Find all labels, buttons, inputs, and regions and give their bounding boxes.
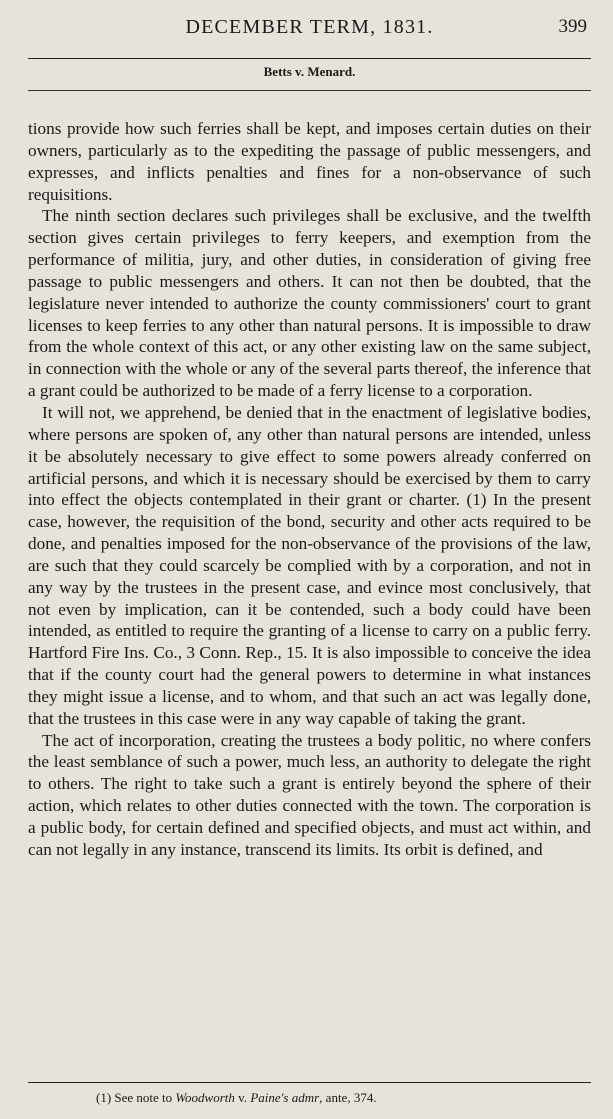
header-rule xyxy=(28,58,591,59)
footnote-suffix: , ante, 374. xyxy=(319,1090,377,1105)
running-title: DECEMBER TERM, 1831. xyxy=(185,16,434,38)
footnote-case: Woodworth xyxy=(175,1090,235,1105)
running-head xyxy=(28,16,591,46)
footnote-rule xyxy=(28,1082,591,1083)
case-title: Betts v. Menard. xyxy=(263,64,356,79)
footnote-prefix: (1) See note to xyxy=(96,1090,176,1105)
case-title-rule xyxy=(28,90,591,91)
footnote-party: Paine's admr xyxy=(250,1090,320,1105)
footnote xyxy=(96,1090,377,1106)
page-number: 399 xyxy=(558,16,587,37)
paragraph-3: It will not, we apprehend, be denied that in the enactment of legislative bodies, where persons are spoken of, any other than natural persons are intended, unless it be absolutely necessary to give effect to some powers already conferred on artificial persons, and which it is necessary should be exercised by them to carry into effect the objects contemplated in their grant or charter. (1) In the present case, however, the requisition of the bond, security and other acts required to be done, and penalties imposed for the non-observance of the provisions of the law, are such that they could scarcely be complied with by a corporation, and not in any way by the trustees in the present case, and evince most conclusively, that not even by implication, can it be contended, such a body could have been intended, as entitled to require the granting of a license to carry on a public ferry. Hartford Fire Ins. Co., 3 Conn. Rep., 15. It is also impossible to conceive the idea that if the county court had the general powers to determine in what instances they might issue a license, and to whom, and that such an act was legally done, that the trustees in this case were in any way capable of taking the grant. xyxy=(28,402,591,728)
paragraph-4: The act of incorporation, creating the trustees a body politic, no where confers the least semblance of such a power, much less, an authority to delegate the right to others. The right to take such a grant is entirely beyond the sphere of their action, which relates to other duties connected with the town. The corporation is a public body, for certain defined and specified objects, and must act within, and can not legally in any instance, transcend its limits. Its orbit is defined, and xyxy=(28,730,591,859)
body-text xyxy=(28,118,591,861)
paragraph-1: tions provide how such ferries shall be kept, and imposes certain duties on their owners, particularly as to the expediting the passage of public messengers, and expresses, and inflicts penalties and fines for a non-observance of such requisitions. xyxy=(28,119,591,204)
paragraph-2: The ninth section declares such privileges shall be exclusive, and the twelfth section gives certain privileges to ferry keepers, and exemption from the performance of militia, jury, and other duties, in consideration of giving free passage to public messengers and others. It can not then be doubted, that the legislature never intended to authorize the county commissioners' court to grant licenses to keep ferries to any other than natural persons. It is impossible to draw from the whole context of this act, or any other existing law on the same subject, in connection with the whole or any of the several parts thereof, the inference that a grant could be authorized to be made of a ferry license to a corporation. xyxy=(28,206,591,401)
footnote-v: v. xyxy=(234,1090,251,1105)
